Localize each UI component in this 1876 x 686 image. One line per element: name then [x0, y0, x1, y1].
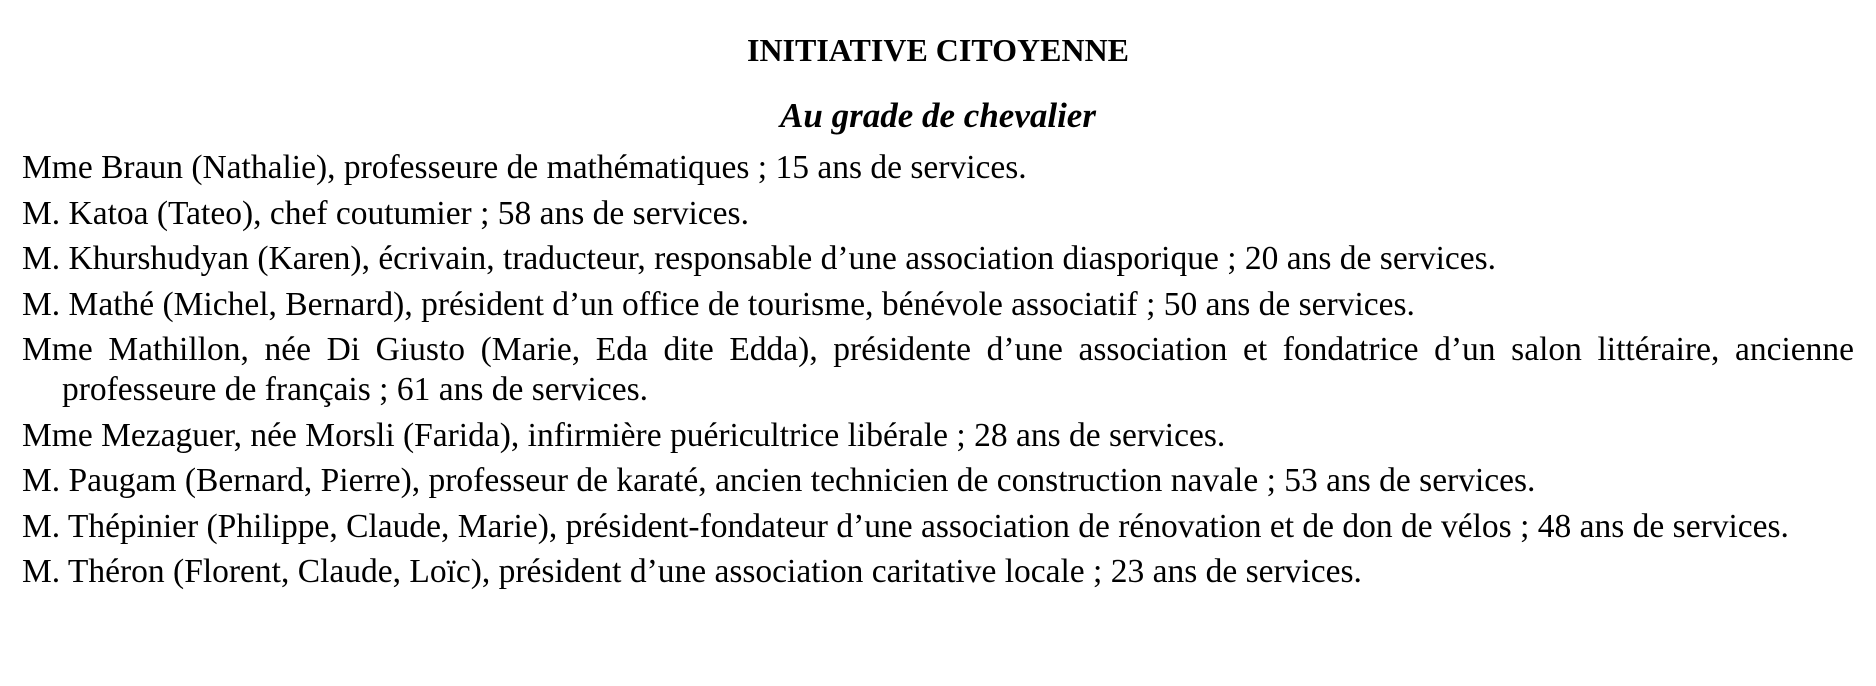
honoree-entry: M. Katoa (Tateo), chef coutumier ; 58 ans de services. — [22, 194, 749, 232]
honoree-entry: M. Théron (Florent, Claude, Loïc), président d’une association caritative locale ; 23 ans de services. — [22, 553, 1362, 590]
honoree-entry: Mme Braun (Nathalie), professeure de mathématiques ; 15 ans de services. — [22, 149, 1027, 186]
honoree-entry: M. Thépinier (Philippe, Claude, Marie), président-fondateur d’une association de rénovation et de don de vélos ; 48 ans de services. — [22, 507, 1789, 545]
honoree-entry: M. Mathé (Michel, Bernard), président d’un office de tourisme, bénévole associatif ; 50 ans de services. — [22, 285, 1415, 323]
grade-title: Au grade de chevalier — [780, 96, 1096, 135]
honoree-entry: Mme Mathillon, née Di Giusto (Marie, Eda dite Edda), présidente d’une association et fondatrice d’un salon littéraire, ancienne professeure de français ; 61 ans de services. — [22, 331, 1854, 408]
honoree-entry: Mme Mezaguer, née Morsli (Farida), infirmière puéricultrice libérale ; 28 ans de services. — [22, 416, 1226, 454]
honoree-list — [22, 148, 1854, 592]
section-title: INITIATIVE CITOYENNE — [746, 32, 1130, 68]
honoree-entry: M. Khurshudyan (Karen), écrivain, traducteur, responsable d’une association diasporique ; 20 ans de services. — [22, 240, 1497, 277]
honoree-entry: M. Paugam (Bernard, Pierre), professeur de karaté, ancien technicien de construction navale ; 53 ans de services. — [22, 462, 1536, 499]
